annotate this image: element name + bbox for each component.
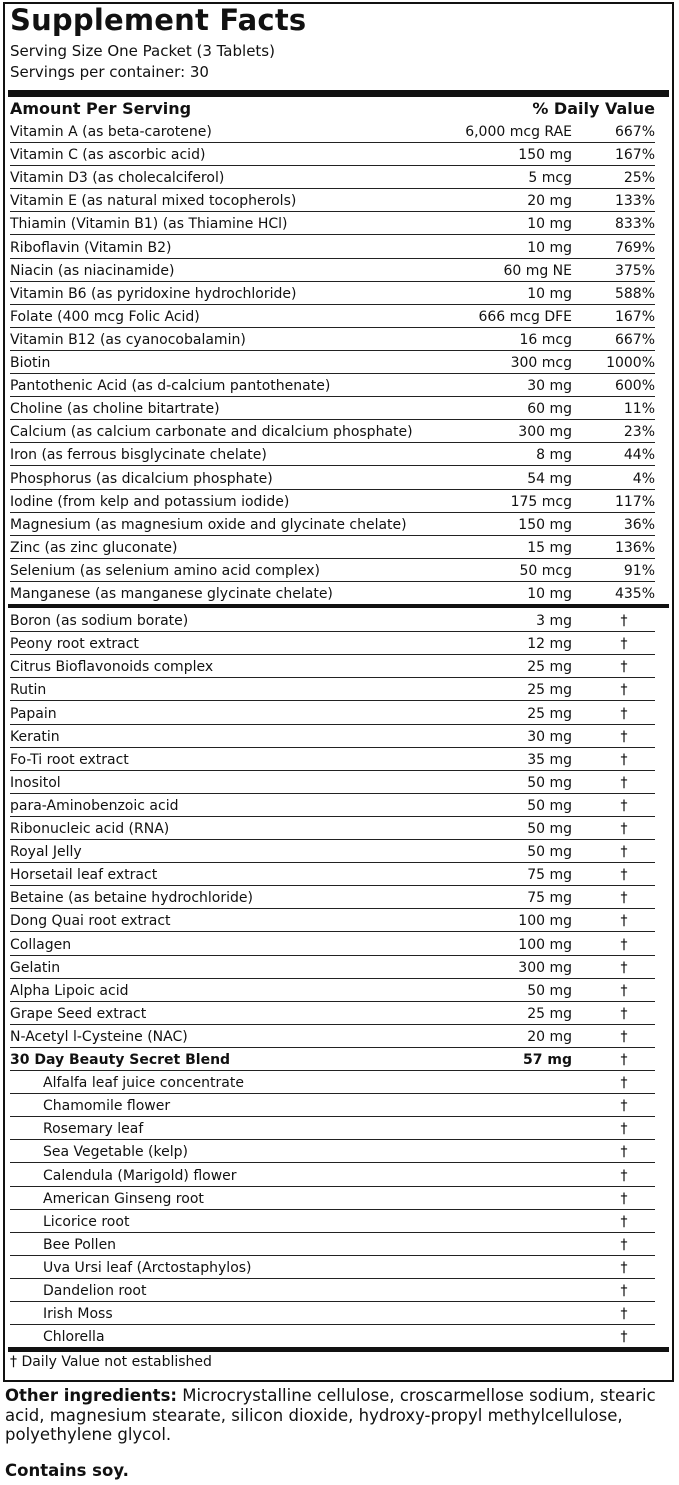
nutrient-name: American Ginseng root — [43, 1190, 204, 1207]
nutrient-row — [10, 305, 655, 328]
dagger-symbol: † — [620, 1190, 628, 1207]
nutrient-amount: 300 mg — [518, 424, 572, 441]
nutrient-name: Irish Moss — [43, 1306, 113, 1323]
dagger-symbol: † — [620, 1306, 628, 1323]
nutrient-amount: 60 mg NE — [503, 262, 572, 279]
daily-value-percent: 117% — [614, 493, 655, 510]
dagger-symbol: † — [620, 636, 628, 653]
daily-value-percent: 25% — [623, 170, 655, 187]
dagger-symbol: † — [620, 728, 628, 745]
dagger-symbol: † — [620, 959, 628, 976]
daily-value-percent: 667% — [614, 331, 655, 348]
dagger-symbol: † — [620, 1283, 628, 1300]
nutrient-name: Biotin — [10, 355, 51, 372]
daily-value-percent: 91% — [623, 562, 655, 579]
nutrient-amount: 50 mg — [527, 982, 572, 999]
nutrient-name: Dandelion root — [43, 1283, 147, 1300]
dagger-symbol: † — [620, 1121, 628, 1138]
dagger-symbol: † — [620, 1052, 628, 1069]
nutrient-row — [10, 443, 655, 466]
nutrient-row — [10, 979, 655, 1002]
nutrient-row — [10, 840, 655, 863]
nutrient-row — [10, 490, 655, 513]
daily-value-percent: 44% — [623, 447, 655, 464]
nutrient-name: Citrus Bioflavonoids complex — [10, 659, 214, 676]
daily-value-percent: 4% — [632, 470, 655, 487]
nutrient-name: Selenium (as selenium amino acid complex) — [10, 562, 320, 579]
nutrient-name: Calcium (as calcium carbonate and dicalcium phosphate) — [10, 424, 413, 441]
nutrient-amount: 10 mg — [527, 216, 572, 233]
nutrient-row — [10, 678, 655, 701]
nutrient-name: Iodine (from kelp and potassium iodide) — [10, 493, 290, 510]
daily-value-footnote: † Daily Value not established — [10, 1354, 212, 1370]
nutrient-amount: 50 mcg — [519, 562, 572, 579]
daily-value-percent: 11% — [623, 401, 655, 418]
nutrient-name: Manganese (as manganese glycinate chelate) — [10, 586, 333, 603]
nutrient-amount: 15 mg — [527, 539, 572, 556]
daily-value-percent: 833% — [614, 216, 655, 233]
nutrient-name: Rosemary leaf — [43, 1121, 144, 1138]
nutrient-row — [10, 189, 655, 212]
dagger-symbol: † — [620, 774, 628, 791]
daily-value-percent: 588% — [614, 285, 655, 302]
blend-ingredient-row — [10, 1233, 655, 1256]
serving-size: Serving Size One Packet (3 Tablets) — [10, 42, 275, 60]
nutrient-name: Boron (as sodium borate) — [10, 613, 189, 630]
nutrient-name: Licorice root — [43, 1213, 130, 1230]
dagger-symbol: † — [620, 682, 628, 699]
nutrient-amount: 100 mg — [518, 913, 572, 930]
nutrient-name: N-Acetyl l-Cysteine (NAC) — [10, 1028, 188, 1045]
nutrient-name: Alfalfa leaf juice concentrate — [43, 1075, 244, 1092]
nutrient-name: Gelatin — [10, 959, 61, 976]
nutrient-row — [10, 956, 655, 979]
nutrient-row — [10, 397, 655, 420]
blend-ingredient-row — [10, 1279, 655, 1302]
nutrient-name: Thiamin (Vitamin B1) (as Thiamine HCl) — [10, 216, 288, 233]
nutrient-row — [10, 559, 655, 582]
nutrient-amount: 75 mg — [527, 890, 572, 907]
panel-title: Supplement Facts — [10, 3, 307, 37]
nutrient-name: Vitamin E (as natural mixed tocopherols) — [10, 193, 297, 210]
dagger-symbol: † — [620, 982, 628, 999]
blend-ingredient-row — [10, 1117, 655, 1140]
nutrient-name: Papain — [10, 705, 57, 722]
nutrient-name: Vitamin B6 (as pyridoxine hydrochloride) — [10, 285, 297, 302]
daily-value-percent: 167% — [614, 147, 655, 164]
allergen-statement: Contains soy. — [5, 1461, 129, 1480]
blend-ingredient-row — [10, 1164, 655, 1187]
nutrient-name: Vitamin C (as ascorbic acid) — [10, 147, 206, 164]
nutrient-row — [10, 536, 655, 559]
nutrient-amount: 25 mg — [527, 705, 572, 722]
dagger-symbol: † — [620, 1005, 628, 1022]
nutrient-name: Ribonucleic acid (RNA) — [10, 821, 170, 838]
nutrient-amount: 8 mg — [536, 447, 572, 464]
nutrient-row — [10, 1002, 655, 1025]
nutrient-name: Collagen — [10, 936, 72, 953]
other-ingredients-text: Microcrystalline cellulose, croscarmellose sodium, stearic acid, magnesium stearate, silicon dioxide, hydroxy-propyl methylcellulose, polyethylene glycol. — [5, 1386, 656, 1444]
dagger-symbol: † — [620, 867, 628, 884]
dagger-symbol: † — [620, 1098, 628, 1115]
daily-value-percent: 167% — [614, 308, 655, 325]
blend-row — [10, 1048, 655, 1071]
dagger-symbol: † — [620, 797, 628, 814]
nutrient-name: Dong Quai root extract — [10, 913, 171, 930]
nutrient-name: Peony root extract — [10, 636, 139, 653]
daily-value-percent: 23% — [623, 424, 655, 441]
nutrient-amount: 20 mg — [527, 1028, 572, 1045]
nutrient-row — [10, 143, 655, 166]
nutrient-amount: 20 mg — [527, 193, 572, 210]
nutrient-amount: 10 mg — [527, 285, 572, 302]
nutrient-name: Choline (as choline bitartrate) — [10, 401, 220, 418]
nutrient-amount: 150 mg — [518, 147, 572, 164]
nutrient-row — [10, 467, 655, 490]
nutrient-name: Riboflavin (Vitamin B2) — [10, 239, 172, 256]
nutrient-row — [10, 328, 655, 351]
nutrient-amount: 50 mg — [527, 844, 572, 861]
nutrient-row — [10, 725, 655, 748]
nutrient-name: Betaine (as betaine hydrochloride) — [10, 890, 253, 907]
nutrient-row — [10, 166, 655, 189]
nutrient-amount: 12 mg — [527, 636, 572, 653]
nutrient-amount: 10 mg — [527, 239, 572, 256]
nutrient-name: Inositol — [10, 774, 61, 791]
nutrient-name: Niacin (as niacinamide) — [10, 262, 175, 279]
blend-ingredient-row — [10, 1302, 655, 1325]
nutrient-amount: 25 mg — [527, 659, 572, 676]
nutrient-row — [10, 655, 655, 678]
nutrient-name: Uva Ursi leaf (Arctostaphylos) — [43, 1259, 252, 1276]
blend-ingredient-row — [10, 1187, 655, 1210]
blend-ingredient-row — [10, 1256, 655, 1279]
nutrient-amount: 16 mcg — [519, 331, 572, 348]
nutrient-amount: 150 mg — [518, 516, 572, 533]
dagger-symbol: † — [620, 751, 628, 768]
nutrient-name: para-Aminobenzoic acid — [10, 797, 179, 814]
blend-ingredient-row — [10, 1140, 655, 1163]
blend-ingredient-row — [10, 1094, 655, 1117]
dagger-symbol: † — [620, 913, 628, 930]
daily-value-label: % Daily Value — [532, 99, 655, 118]
dagger-symbol: † — [620, 821, 628, 838]
nutrient-row — [10, 702, 655, 725]
nutrient-name: Magnesium (as magnesium oxide and glycinate chelate) — [10, 516, 407, 533]
dagger-symbol: † — [620, 1329, 628, 1346]
nutrient-amount: 3 mg — [536, 613, 572, 630]
daily-value-percent: 1000% — [606, 355, 655, 372]
nutrient-row — [10, 1025, 655, 1048]
nutrient-name: Calendula (Marigold) flower — [43, 1167, 237, 1184]
nutrient-amount: 300 mg — [518, 959, 572, 976]
daily-value-percent: 667% — [614, 124, 655, 141]
nutrient-amount: 50 mg — [527, 797, 572, 814]
supplement-facts-panel — [3, 2, 674, 1382]
nutrient-amount: 100 mg — [518, 936, 572, 953]
nutrient-name: Vitamin A (as beta-carotene) — [10, 124, 212, 141]
blend-ingredient-row — [10, 1210, 655, 1233]
nutrient-row — [10, 794, 655, 817]
nutrient-amount: 54 mg — [527, 470, 572, 487]
nutrient-name: Fo-Ti root extract — [10, 751, 129, 768]
daily-value-percent: 36% — [623, 516, 655, 533]
blend-ingredient-row — [10, 1325, 655, 1348]
amount-per-serving-label: Amount Per Serving — [10, 99, 192, 118]
daily-value-percent: 375% — [614, 262, 655, 279]
nutrient-name: Horsetail leaf extract — [10, 867, 158, 884]
daily-value-percent: 136% — [614, 539, 655, 556]
nutrient-name: Iron (as ferrous bisglycinate chelate) — [10, 447, 267, 464]
nutrient-name: Vitamin D3 (as cholecalciferol) — [10, 170, 225, 187]
nutrient-amount: 300 mcg — [510, 355, 572, 372]
blend-ingredient-row — [10, 1071, 655, 1094]
daily-value-percent: 600% — [614, 378, 655, 395]
other-ingredients — [5, 1386, 665, 1445]
nutrient-name: Royal Jelly — [10, 844, 82, 861]
nutrient-name: Zinc (as zinc gluconate) — [10, 539, 178, 556]
nutrient-row — [10, 420, 655, 443]
nutrient-name: Bee Pollen — [43, 1236, 117, 1253]
nutrient-row — [10, 259, 655, 282]
daily-value-percent: 435% — [614, 586, 655, 603]
nutrient-name: 30 Day Beauty Secret Blend — [10, 1052, 231, 1069]
dagger-symbol: † — [620, 1144, 628, 1161]
nutrient-row — [10, 933, 655, 956]
nutrient-row — [10, 632, 655, 655]
dagger-symbol: † — [620, 705, 628, 722]
nutrient-amount: 175 mcg — [510, 493, 572, 510]
nutrient-amount: 57 mg — [523, 1052, 572, 1069]
nutrient-name: Grape Seed extract — [10, 1005, 147, 1022]
nutrient-name: Chamomile flower — [43, 1098, 171, 1115]
nutrient-row — [10, 886, 655, 909]
nutrient-name: Chlorella — [43, 1329, 105, 1346]
nutrient-row — [10, 374, 655, 397]
thick-divider-bottom — [8, 1347, 669, 1352]
dagger-symbol: † — [620, 613, 628, 630]
nutrient-amount: 25 mg — [527, 1005, 572, 1022]
nutrient-amount: 10 mg — [527, 586, 572, 603]
nutrient-row — [10, 817, 655, 840]
nutrient-name: Keratin — [10, 728, 60, 745]
nutrient-row — [10, 863, 655, 886]
nutrient-amount: 50 mg — [527, 774, 572, 791]
other-ingredients-label: Other ingredients: — [5, 1386, 177, 1405]
nutrient-row — [10, 582, 655, 605]
dagger-symbol: † — [620, 1259, 628, 1276]
dagger-symbol: † — [620, 1167, 628, 1184]
dagger-symbol: † — [620, 890, 628, 907]
nutrient-amount: 35 mg — [527, 751, 572, 768]
nutrient-row — [10, 609, 655, 632]
dagger-symbol: † — [620, 844, 628, 861]
nutrient-amount: 30 mg — [527, 728, 572, 745]
nutrient-amount: 50 mg — [527, 821, 572, 838]
nutrient-row — [10, 748, 655, 771]
nutrient-name: Alpha Lipoic acid — [10, 982, 129, 999]
nutrient-amount: 5 mcg — [528, 170, 572, 187]
dagger-symbol: † — [620, 1075, 628, 1092]
nutrient-amount: 6,000 mcg RAE — [465, 124, 572, 141]
dagger-symbol: † — [620, 1028, 628, 1045]
nutrient-name: Vitamin B12 (as cyanocobalamin) — [10, 331, 246, 348]
daily-value-percent: 133% — [614, 193, 655, 210]
nutrient-name: Rutin — [10, 682, 47, 699]
thick-divider-top — [8, 90, 669, 97]
nutrient-amount: 666 mcg DFE — [478, 308, 572, 325]
servings-per-container: Servings per container: 30 — [10, 63, 209, 81]
nutrient-row — [10, 212, 655, 235]
nutrient-amount: 30 mg — [527, 378, 572, 395]
nutrient-row — [10, 909, 655, 932]
nutrient-row — [10, 120, 655, 143]
nutrient-name: Folate (400 mcg Folic Acid) — [10, 308, 200, 325]
nutrient-row — [10, 513, 655, 536]
dagger-symbol: † — [620, 1213, 628, 1230]
nutrient-amount: 60 mg — [527, 401, 572, 418]
thick-divider-mid — [8, 604, 669, 608]
dagger-symbol: † — [620, 659, 628, 676]
nutrient-row — [10, 282, 655, 305]
nutrient-row — [10, 771, 655, 794]
dagger-symbol: † — [620, 1236, 628, 1253]
nutrient-row — [10, 351, 655, 374]
column-header — [10, 97, 655, 119]
nutrient-amount: 25 mg — [527, 682, 572, 699]
nutrient-row — [10, 236, 655, 259]
nutrient-name: Sea Vegetable (kelp) — [43, 1144, 188, 1161]
daily-value-percent: 769% — [614, 239, 655, 256]
nutrient-name: Pantothenic Acid (as d-calcium pantothenate) — [10, 378, 331, 395]
nutrient-amount: 75 mg — [527, 867, 572, 884]
nutrient-name: Phosphorus (as dicalcium phosphate) — [10, 470, 273, 487]
dagger-symbol: † — [620, 936, 628, 953]
